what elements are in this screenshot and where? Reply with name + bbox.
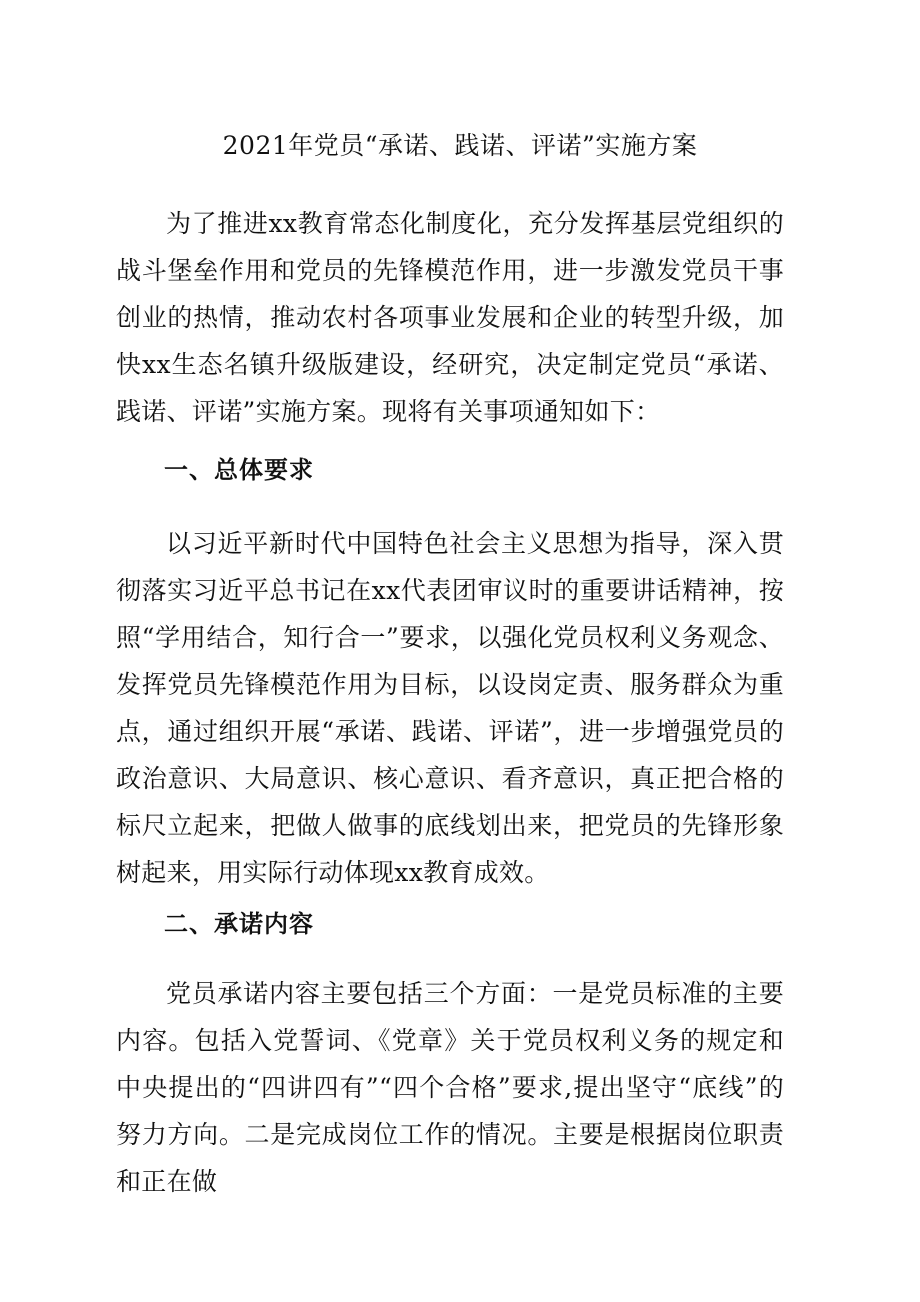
intro-paragraph: 为了推进xx教育常态化制度化，充分发挥基层党组织的战斗堡垒作用和党员的先锋模范作用，进一步激发党员干事创业的热情，推动农村各项事业发展和企业的转型升级，加快xx生态名镇升级版建设，经研究，决定制定党员“承诺、践诺、评诺”实施方案。现将有关事项通知如下： bbox=[116, 209, 784, 426]
section-heading-commitment-content: 二、承诺内容 bbox=[164, 910, 314, 938]
commitment-content-paragraph: 党员承诺内容主要包括三个方面：一是党员标准的主要内容。包括入党誓词、《党章》关于党员权利义务的规定和中央提出的“四讲四有”“四个合格”要求,提出坚守“底线”的努力方向。二是完成岗位工作的情况。主要是根据岗位职责和正在做 bbox=[116, 979, 784, 1196]
section-heading-general-requirements: 一、总体要求 bbox=[164, 456, 314, 484]
document-title: 2021年党员“承诺、践诺、评诺”实施方案 bbox=[222, 131, 698, 160]
general-requirements-paragraph: 以习近平新时代中国特色社会主义思想为指导，深入贯彻落实习近平总书记在xx代表团审议时的重要讲话精神，按照“学用结合，知行合一”要求，以强化党员权利义务观念、发挥党员先锋模范作用为目标，以设岗定责、服务群众为重点，通过组织开展“承诺、践诺、评诺”，进一步增强党员的政治意识、大局意识、核心意识、看齐意识，真正把合格的标尺立起来，把做人做事的底线划出来，把党员的先锋形象树起来，用实际行动体现xx教育成效。 bbox=[116, 529, 784, 887]
